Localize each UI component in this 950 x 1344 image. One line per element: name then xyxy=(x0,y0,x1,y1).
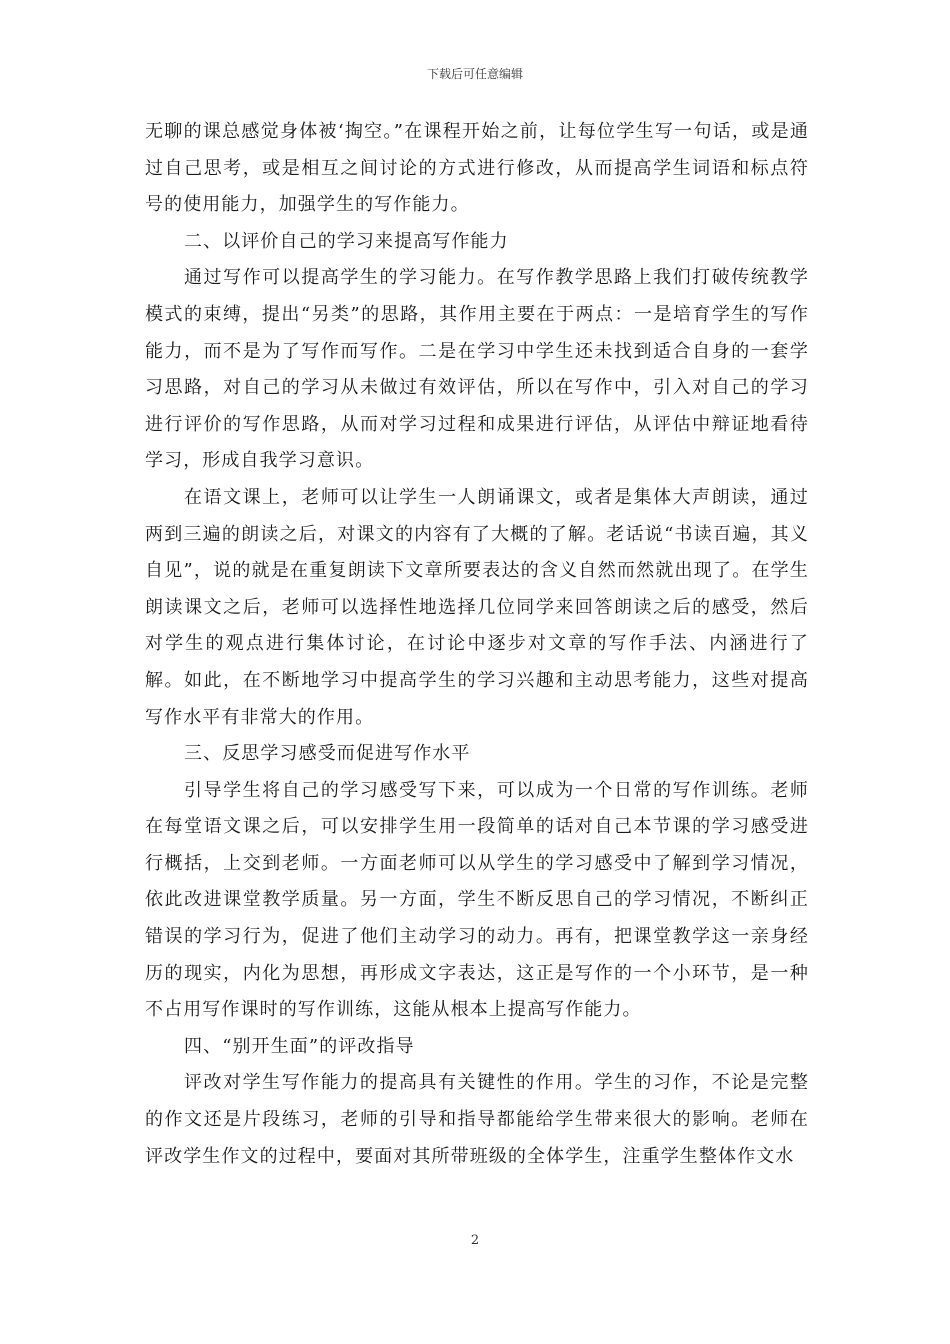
paragraph: 引导学生将自己的学习感受写下来，可以成为一个日常的写作训练。老师在每堂语文课之后，可以安排学生用一段简单的话对自己本节课的学习感受进行概括，上交到老师。一方面老师可以从学生的学习感受中了解到学习情况，依此改进课堂教学质量。另一方面，学生不断反思自己的学习情况，不断纠正错误的学习行为，促进了他们主动学习的动力。再有，把课堂教学这一亲身经历的现实，内化为思想，再形成文字表达，这正是写作的一个小环节，是一种不占用写作课时的写作训练，这能从根本上提高写作能力。 xyxy=(145,779,809,1021)
paragraph-continuation: 无聊的课总感觉身体被‘掏空。”在课程开始之前，让每位学生写一句话，或是通过自己思考，或是相互之间讨论的方式进行修改，从而提高学生词语和标点符号的使用能力，加强学生的写作能力。 xyxy=(145,121,809,216)
document-body xyxy=(145,114,809,1175)
section-heading-2: 二、以评价自己的学习来提高写作能力 xyxy=(184,230,509,252)
page-number: 2 xyxy=(470,1233,480,1248)
page-header: 下载后可任意编辑 xyxy=(426,67,523,81)
paragraph: 通过写作可以提高学生的学习能力。在写作教学思路上我们打破传统教学模式的束缚，提出“另类”的思路，其作用主要在于两点：一是培育学生的写作能力，而不是为了写作而写作。二是在学习中学生还未找到适合自身的一套学习思路，对自己的学习从未做过有效评估，所以在写作中，引入对自己的学习进行评价的写作思路，从而对学习过程和成果进行评估，从评估中辩证地看待学习，形成自我学习意识。 xyxy=(145,267,809,472)
section-heading-4: 四、“别开生面”的评改指导 xyxy=(184,1035,415,1057)
paragraph: 在语文课上，老师可以让学生一人朗诵课文，或者是集体大声朗读，通过两到三遍的朗读之后，对课文的内容有了大概的了解。老话说“书读百遍，其义自见”，说的就是在重复朗读下文章所要表达的含义自然而然就出现了。在学生朗读课文之后，老师可以选择性地选择几位同学来回答朗读之后的感受，然后对学生的观点进行集体讨论，在讨论中逐步对文章的写作手法、内涵进行了解。如此，在不断地学习中提高学生的学习兴趣和主动思考能力，这些对提高写作水平有非常大的作用。 xyxy=(145,486,809,728)
section-heading-3: 三、反思学习感受而促进写作水平 xyxy=(184,743,471,765)
paragraph: 评改对学生写作能力的提高具有关键性的作用。学生的习作，不论是完整的作文还是片段练习，老师的引导和指导都能给学生带来很大的影响。老师在评改学生作文的过程中，要面对其所带班级的全体学生，注重学生整体作文水 xyxy=(145,1072,809,1167)
